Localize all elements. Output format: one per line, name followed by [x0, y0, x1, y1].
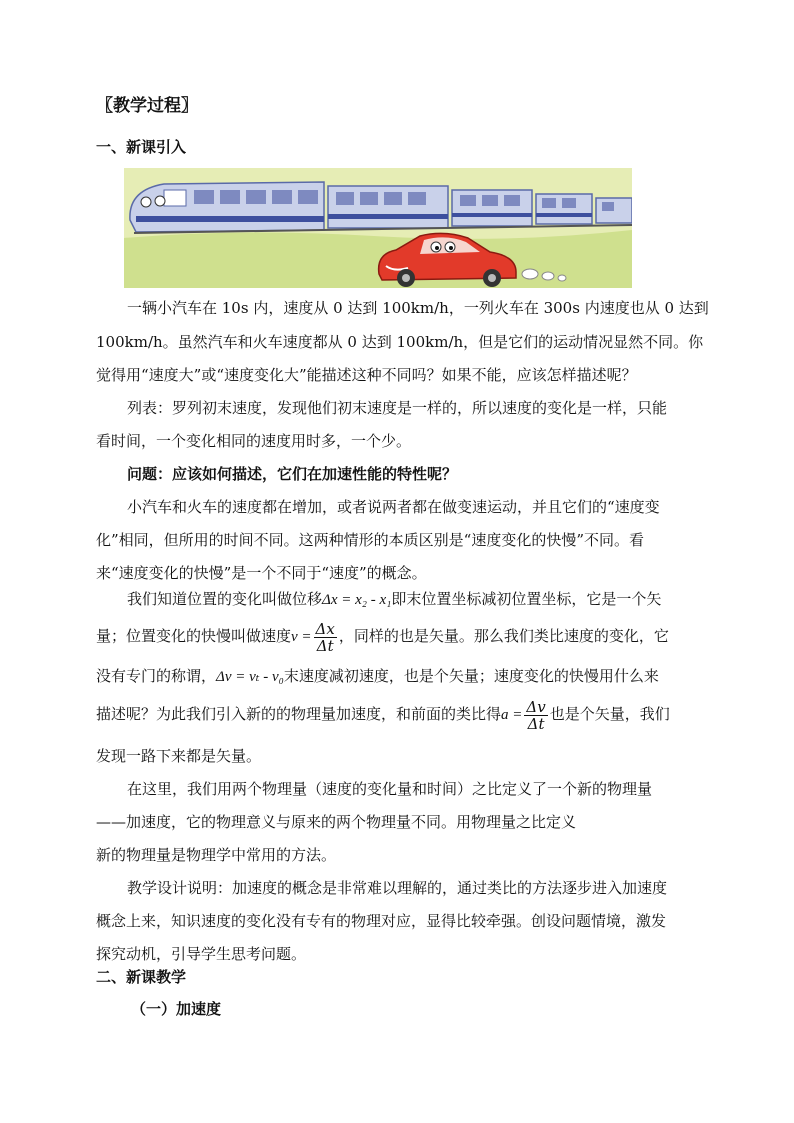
subsection-heading-acceleration: （一）加速度: [131, 1000, 222, 1018]
velocity-change-formula: Δv = vₜ - v₀: [216, 669, 284, 685]
paragraph-list-line-1: 列表：罗列初末速度，发现他们初末速度是一样的，所以速度的变化是一样，只能: [127, 399, 668, 417]
paragraph-design-note-line-1: 教学设计说明：加速度的概念是非常难以理解的，通过类比的方法逐步进入加速度: [127, 879, 668, 897]
text-segment: 末速度减初速度，也是个矢量；速度变化的快慢用什么来: [283, 667, 659, 685]
paragraph-design-note-line-2: 概念上来，知识速度的变化没有专有的物理对应，显得比较牵强。创设问题情境，激发: [96, 912, 667, 930]
page-title: 〖教学过程〗: [96, 96, 198, 116]
question-line: 问题：应该如何描述，它们在加速性能的特性呢？: [127, 465, 458, 483]
fraction-denominator: Δt: [527, 714, 545, 733]
section-heading-1: 一、新课引入: [96, 138, 187, 156]
fraction-denominator: Δt: [316, 636, 334, 655]
paragraph-formula-line-1: [127, 589, 661, 610]
acceleration-symbol: a =: [501, 707, 523, 723]
paragraph-formula-line-3: [96, 666, 659, 687]
text-segment: 没有专门的称谓，: [96, 667, 217, 685]
paragraph-analysis-line-1: 小汽车和火车的速度都在增加，或者说两者都在做变速运动，并且它们的“速度变: [127, 498, 660, 516]
text-segment: ，同样的也是矢量。那么我们类比速度的变化，它: [338, 627, 669, 645]
text-segment: 我们知道位置的变化叫做位移: [127, 590, 323, 608]
paragraph-formula-line-2: [96, 618, 669, 655]
acceleration-fraction: [524, 699, 547, 732]
paragraph-intro-line-1: 一辆小汽车在 10s 内，速度从 0 达到 100km/h，一列火车在 300s 内速度也从 0 达到: [127, 299, 709, 317]
paragraph-design-note-line-3: 探究动机，引导学生思考问题。: [96, 945, 307, 963]
train-car-illustration: [124, 168, 632, 288]
paragraph-definition-line-3: 新的物理量是物理学中常用的方法。: [96, 846, 337, 864]
velocity-symbol: v =: [291, 629, 312, 645]
section-heading-2: 二、新课教学: [96, 968, 187, 986]
paragraph-formula-line-4: [96, 696, 670, 733]
paragraph-formula-line-5: 发现一路下来都是矢量。: [96, 747, 262, 765]
paragraph-definition-line-1: 在这里，我们用两个物理量（速度的变化量和时间）之比定义了一个新的物理量: [127, 780, 653, 798]
paragraph-intro-line-2: 100km/h。虽然汽车和火车速度都从 0 达到 100km/h，但是它们的运动情况显然不同。你: [96, 333, 704, 351]
text-segment: 也是个矢量，我们: [549, 705, 670, 723]
text-segment: 量；位置变化的快慢叫做速度: [96, 627, 292, 645]
paragraph-list-line-2: 看时间，一个变化相同的速度用时多，一个少。: [96, 432, 412, 450]
paragraph-analysis-line-3: 来“速度变化的快慢”是一个不同于“速度”的概念。: [96, 564, 427, 582]
paragraph-definition-line-2: ——加速度，它的物理意义与原来的两个物理量不同。用物理量之比定义: [96, 813, 577, 831]
fraction-numerator: Δx: [315, 619, 335, 638]
fraction-numerator: Δv: [526, 697, 546, 716]
text-segment: 即末位置坐标减初位置坐标，它是一个矢: [391, 590, 662, 608]
paragraph-intro-line-3: 觉得用“速度大”或“速度变化大”能描述这种不同吗？如果不能，应该怎样描述呢？: [96, 366, 637, 384]
text-segment: 描述呢？为此我们引入新的的物理量加速度，和前面的类比得: [96, 705, 502, 723]
paragraph-analysis-line-2: 化”相同，但所用的时间不同。这两种情形的本质区别是“速度变化的快慢”不同。看: [96, 531, 645, 549]
displacement-formula: Δx = x₂ - x₁: [322, 592, 392, 608]
velocity-fraction: [314, 621, 337, 654]
